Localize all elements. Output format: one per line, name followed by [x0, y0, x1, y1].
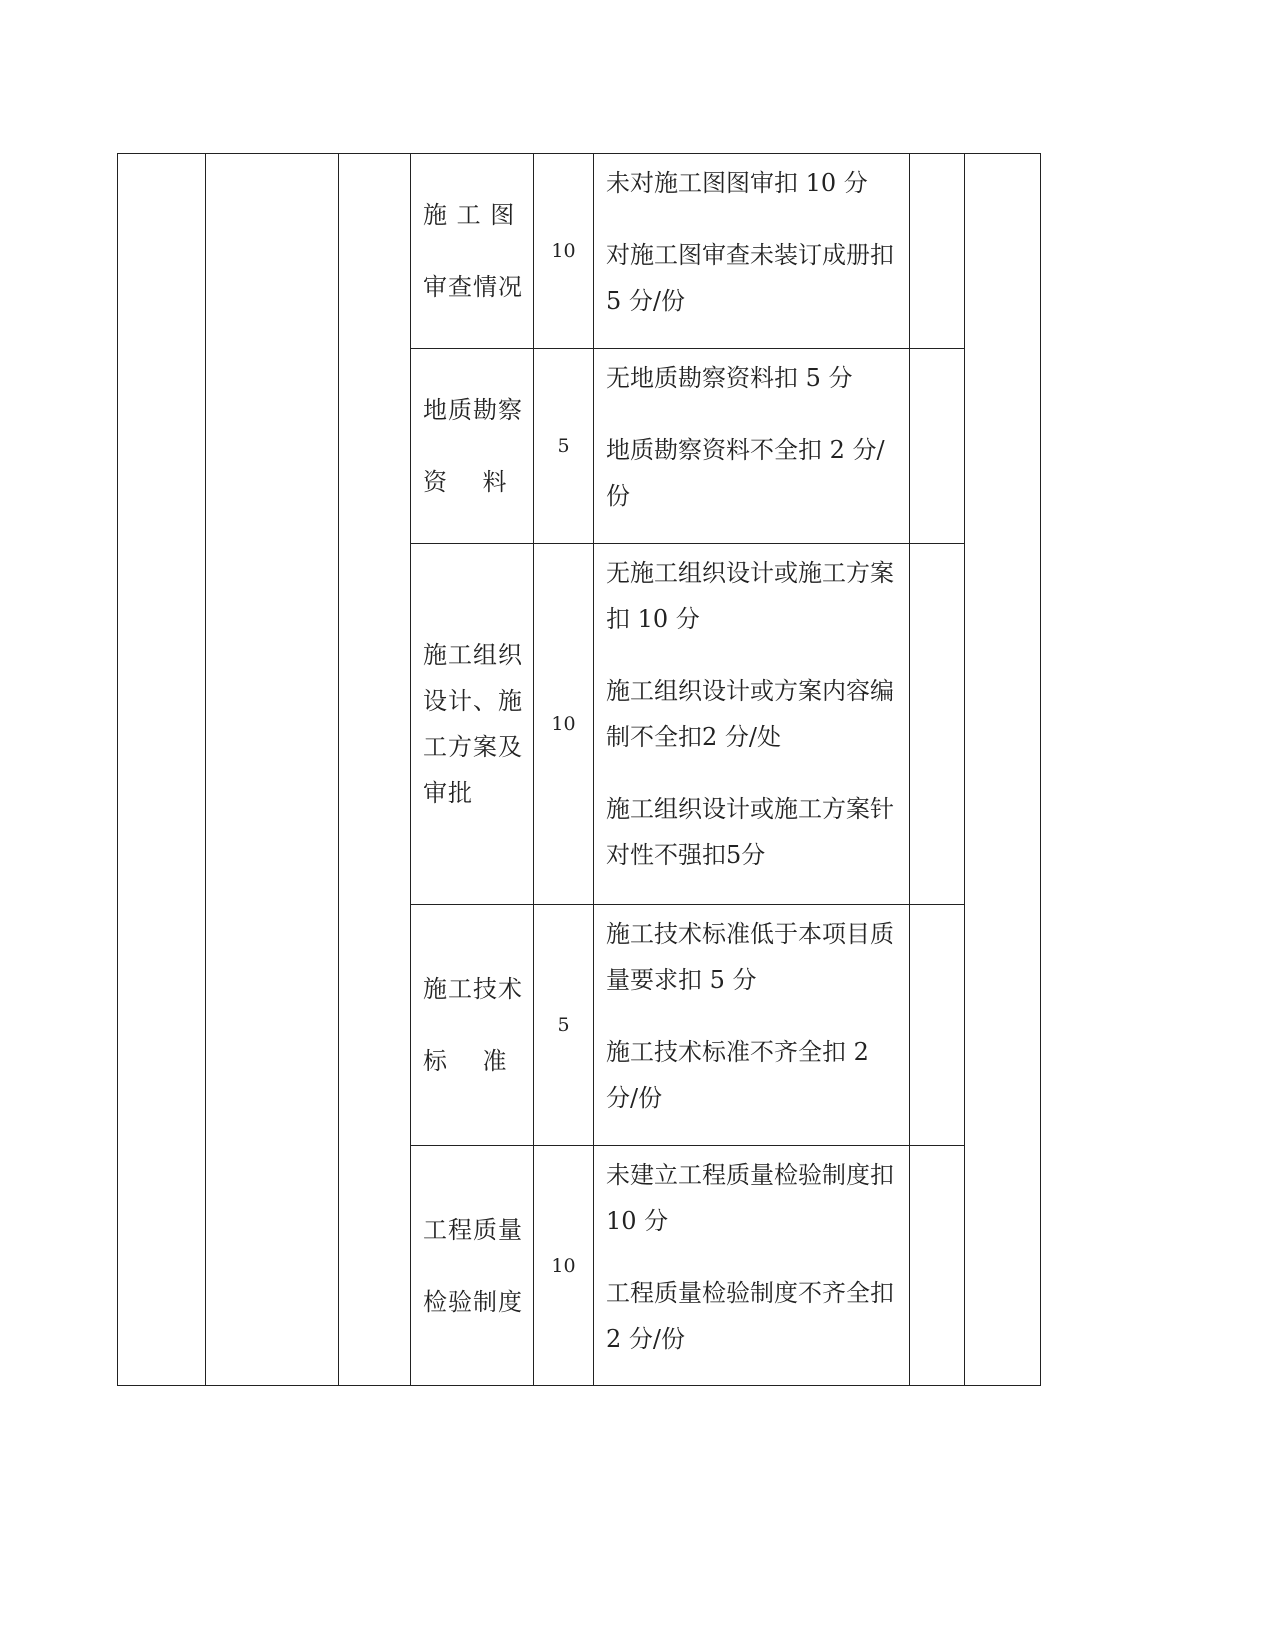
subcategory-cell — [206, 154, 339, 1386]
criterion: 工程质量检验制度不齐全扣 2 分/份 — [606, 1279, 894, 1353]
deduction-criteria — [594, 905, 910, 1146]
criterion: 地质勘察资料不全扣 2 分/份 — [606, 436, 885, 510]
criterion: 施工技术标准不齐全扣 2 分/份 — [606, 1038, 869, 1112]
criterion: 无地质勘察资料扣 5 分 — [606, 364, 853, 392]
deduction-criteria — [594, 349, 910, 544]
deduction-cell — [910, 154, 965, 349]
item-line: 审查情况 — [423, 273, 523, 301]
item-line: 资 料 — [423, 468, 508, 496]
criterion: 施工组织设计或方案内容编制不全扣2 分/处 — [606, 677, 894, 751]
item-score: 10 — [534, 544, 594, 905]
item-score: 10 — [534, 154, 594, 349]
criterion: 对施工图审查未装订成册扣 5 分/份 — [606, 241, 894, 315]
item-line: 检验制度 — [423, 1287, 523, 1316]
item-score: 5 — [534, 905, 594, 1146]
item-line: 施工技术 — [423, 975, 523, 1003]
total-score-cell — [339, 154, 411, 1386]
deduction-criteria — [594, 1146, 910, 1386]
item-line: 设计、施 — [423, 687, 523, 715]
item-line: 标 准 — [423, 1047, 508, 1075]
item-line: 施 工 图 — [423, 201, 516, 229]
criterion: 施工技术标准低于本项目质量要求扣 5 分 — [606, 920, 894, 994]
item-score: 5 — [534, 349, 594, 544]
deduction-criteria — [594, 544, 910, 905]
item-name — [411, 544, 534, 905]
table-row — [118, 154, 1041, 349]
category-cell — [118, 154, 206, 1386]
criterion: 无施工组织设计或施工方案扣 10 分 — [606, 559, 894, 633]
item-line: 施工组织 — [423, 641, 523, 669]
deduction-criteria — [594, 154, 910, 349]
item-line: 工程质量 — [423, 1215, 523, 1244]
item-line: 审批 — [423, 779, 473, 807]
deduction-cell — [910, 905, 965, 1146]
item-line: 工方案及 — [423, 733, 523, 761]
criterion: 未对施工图图审扣 10 分 — [606, 169, 868, 197]
item-line: 地质勘察 — [423, 396, 523, 424]
scoring-table — [117, 153, 1041, 1386]
deduction-cell — [910, 1146, 965, 1386]
deduction-cell — [910, 544, 965, 905]
item-name — [411, 1146, 534, 1386]
remarks-cell — [965, 154, 1041, 1386]
deduction-cell — [910, 349, 965, 544]
criterion: 施工组织设计或施工方案针对性不强扣5分 — [606, 795, 894, 869]
item-name — [411, 905, 534, 1146]
item-score: 10 — [534, 1146, 594, 1386]
criterion: 未建立工程质量检验制度扣 10 分 — [606, 1161, 894, 1235]
item-name — [411, 154, 534, 349]
item-name — [411, 349, 534, 544]
